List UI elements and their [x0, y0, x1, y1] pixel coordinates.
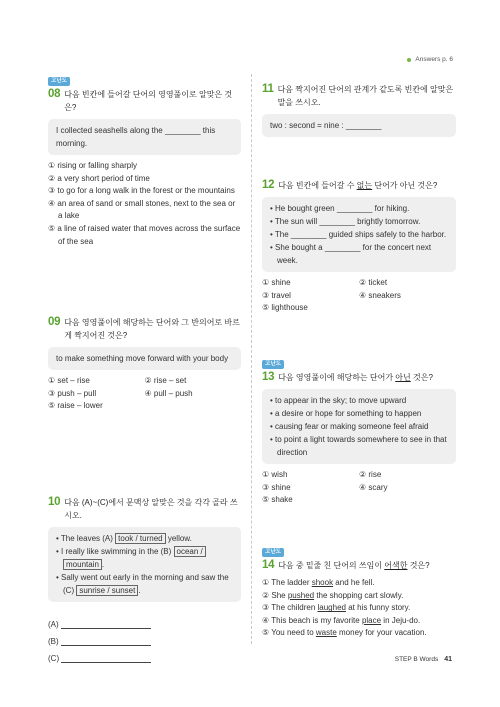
option-1[interactable]: ① wish	[262, 470, 288, 479]
option-3[interactable]: ③ The children laughed at his funny story.	[262, 603, 411, 613]
question-number: 11	[262, 83, 274, 95]
sentences-box	[48, 527, 241, 602]
answers-reference-text: Answers p. 6	[415, 56, 453, 63]
question-number: 12	[262, 179, 275, 191]
sentence-line: • The sun will ________ brightly tomorrow.	[270, 217, 421, 226]
option-2[interactable]: ② rise – set	[144, 376, 187, 385]
definition-line: • to point a light towards somewhere to see in that direction	[270, 435, 447, 457]
sentence-text: I collected seashells along the ________ this morning.	[56, 126, 216, 148]
green-dot-icon	[407, 58, 411, 62]
option-3[interactable]: ③ to go for a long walk in the forest or the mountains	[48, 186, 235, 196]
question-14	[262, 545, 456, 640]
section-label: STEP B Words	[394, 656, 439, 663]
question-08	[48, 74, 241, 248]
option-4[interactable]: ④ sneakers	[359, 290, 401, 300]
option-1[interactable]: ① The ladder shook and he fell.	[262, 578, 375, 587]
page-number: 41	[444, 656, 452, 663]
analogy-text: two : second = nine : ________	[270, 121, 382, 130]
option-5[interactable]: ⑤ raise – lower	[48, 401, 103, 411]
question-text: 다음 (A)~(C)에서 문맥상 알맞은 것을 각각 골라 쓰시오.	[64, 498, 238, 520]
question-number: 10	[48, 496, 61, 508]
question-number: 14	[262, 559, 275, 571]
sentence-line: • She bought a ________ for the concert next week.	[270, 243, 432, 265]
option-5[interactable]: ⑤ a line of raised water that moves across the surface of the sea	[48, 223, 241, 246]
options-grid	[262, 469, 456, 507]
option-4[interactable]: ④ pull – push	[144, 388, 193, 398]
question-number: 08	[48, 88, 61, 100]
column-divider	[251, 74, 252, 644]
option-3[interactable]: ③ travel	[262, 290, 291, 300]
options-grid	[262, 277, 456, 315]
option-2[interactable]: ② a very short period of time	[48, 173, 150, 183]
option-2[interactable]: ② She pushed the shopping cart slowly.	[262, 590, 404, 600]
difficulty-badge: 고난도	[262, 548, 284, 557]
option-1[interactable]: ① shine	[262, 278, 291, 287]
question-text: 다음 중 밑줄 친 단어의 쓰임이 어색한 것은?	[278, 561, 430, 570]
answer-blank[interactable]	[61, 662, 151, 663]
options-list	[48, 160, 241, 248]
definition-line: • to appear in the sky; to move upward	[270, 396, 407, 405]
choice-box-b-part2: mountain	[63, 559, 102, 570]
definition-line: • causing fear or making someone feel afraid	[270, 422, 429, 431]
option-4[interactable]: ④ This beach is my favorite place in Jeju-do.	[262, 615, 421, 625]
definition-box	[48, 347, 241, 370]
option-5[interactable]: ⑤ shake	[262, 495, 293, 505]
answer-blank[interactable]	[61, 628, 151, 629]
answers-reference	[407, 56, 453, 63]
difficulty-badge: 고난도	[48, 77, 70, 86]
option-4[interactable]: ④ an area of sand or small stones, next to the sea or a lake	[48, 198, 236, 221]
choice-box-a: took / turned	[115, 533, 165, 544]
options-grid	[48, 375, 241, 413]
option-4[interactable]: ④ scary	[359, 482, 388, 492]
question-10	[48, 494, 241, 663]
definition-text: to make something move forward with your body	[56, 354, 229, 363]
difficulty-badge: 고난도	[262, 360, 284, 369]
question-09	[48, 314, 241, 413]
options-list	[262, 577, 456, 640]
answer-line-c[interactable]: (C)	[48, 646, 241, 663]
option-3[interactable]: ③ shine	[262, 482, 291, 492]
answer-blank[interactable]	[61, 645, 151, 646]
answer-lines	[48, 612, 241, 663]
definitions-box	[262, 389, 456, 464]
question-13	[262, 357, 456, 507]
option-5[interactable]: ⑤ You need to waste money for your vacation.	[262, 628, 427, 638]
option-1[interactable]: ① rising or falling sharply	[48, 161, 137, 170]
question-number: 09	[48, 316, 61, 328]
option-2[interactable]: ② rise	[359, 470, 382, 479]
sentences-box	[262, 197, 456, 272]
option-3[interactable]: ③ push – pull	[48, 388, 97, 398]
question-text: 다음 영영풀이에 해당하는 단어가 아닌 것은?	[278, 373, 433, 382]
answer-line-b[interactable]: (B)	[48, 629, 241, 646]
choice-box-b-part1: ocean /	[174, 546, 206, 557]
option-5[interactable]: ⑤ lighthouse	[262, 303, 308, 313]
question-number: 13	[262, 371, 275, 383]
question-text: 다음 빈칸에 들어갈 단어의 영영풀이로 알맞은 것은?	[64, 90, 233, 112]
sentence-line: • He bought green ________ for hiking.	[270, 204, 410, 213]
page-footer	[395, 656, 452, 663]
sentence-b: • I really like swimming in the (B) ocean / mountain .	[56, 545, 233, 571]
choice-box-c: sunrise / sunset	[76, 585, 138, 596]
question-text: 다음 짝지어진 단어의 관계가 같도록 빈칸에 알맞은 말을 쓰시오.	[277, 85, 454, 107]
option-2[interactable]: ② ticket	[359, 278, 388, 287]
question-text: 다음 빈칸에 들어갈 수 없는 단어가 아닌 것은?	[278, 181, 438, 190]
question-text: 다음 영영풀이에 해당하는 단어와 그 반의어로 바르게 짝지어진 것은?	[64, 318, 240, 340]
question-12	[262, 177, 456, 315]
option-1[interactable]: ① set – rise	[48, 376, 90, 385]
definition-line: • a desire or hope for something to happen	[270, 409, 422, 418]
question-11	[262, 81, 456, 137]
answer-line-a[interactable]: (A)	[48, 612, 241, 629]
sentence-c: • Sally went out early in the morning and saw the (C) sunrise / sunset .	[56, 573, 229, 595]
sentence-line: • The ________ guided ships safely to the harbor.	[270, 230, 447, 239]
analogy-box	[262, 114, 456, 137]
sentence-box	[48, 119, 241, 155]
sentence-a: • The leaves (A) took / turned yellow.	[56, 534, 192, 543]
